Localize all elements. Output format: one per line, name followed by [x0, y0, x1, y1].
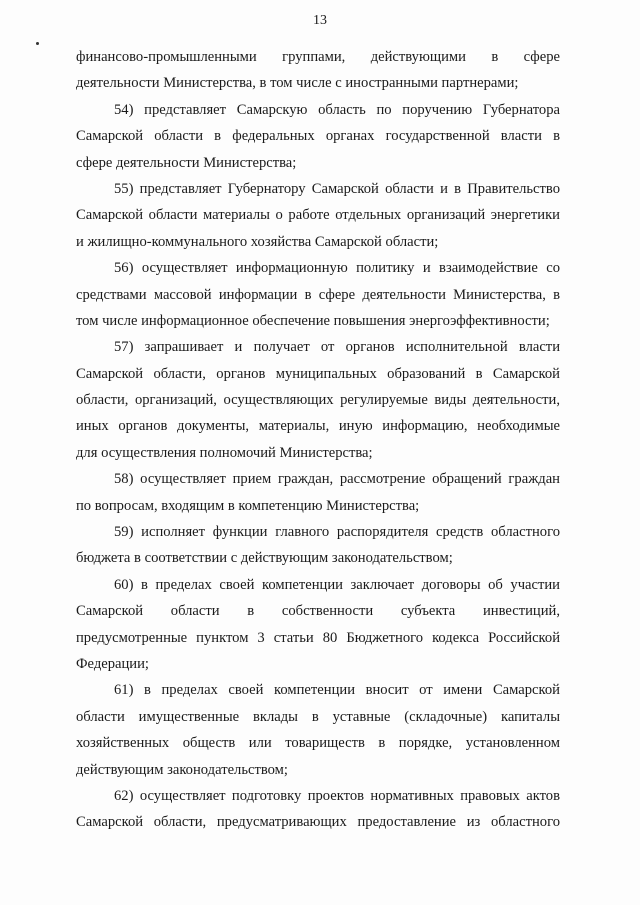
- text-line: 56) осуществляет информационную политику и взаимодействие со: [114, 260, 560, 277]
- text-line: бюджета в соответствии с действующим законодательством;: [76, 550, 453, 567]
- text-line: 54) представляет Самарскую область по поручению Губернатора: [114, 101, 560, 118]
- text-line: 59) исполняет функции главного распорядителя средств областного: [114, 524, 560, 541]
- text-line: Самарской области в федеральных органах государственной власти в: [76, 128, 560, 145]
- text-line: Федерации;: [76, 655, 149, 672]
- text-line: Самарской области, органов муниципальных образований в Самарской: [76, 365, 560, 382]
- text-line: 62) осуществляет подготовку проектов нормативных правовых актов: [114, 787, 560, 804]
- text-line: области, организаций, осуществляющих регулируемые виды деятельности,: [76, 392, 560, 409]
- text-line: 61) в пределах своей компетенции вносит от имени Самарской: [114, 682, 560, 699]
- text-line: Самарской области, предусматривающих предоставление из областного: [76, 814, 560, 831]
- text-line: Самарской области материалы о работе отдельных организаций энергетики: [76, 207, 560, 224]
- text-line: деятельности Министерства, в том числе с иностранными партнерами;: [76, 75, 519, 92]
- text-line: действующим законодательством;: [76, 761, 288, 778]
- text-line: и жилищно-коммунального хозяйства Самарской области;: [76, 233, 439, 250]
- text-line: области имущественные вклады в уставные (складочные) капиталы: [76, 708, 560, 725]
- text-line: том числе информационное обеспечение повышения энергоэффективности;: [76, 312, 550, 329]
- text-line: 55) представляет Губернатору Самарской области и в Правительство: [114, 180, 560, 197]
- text-line: финансово-промышленными группами, действующими в сфере: [76, 49, 560, 65]
- text-line: сфере деятельности Министерства;: [76, 154, 297, 171]
- text-line: по вопросам, входящим в компетенцию Министерства;: [76, 497, 420, 514]
- text-line: иных органов документы, материалы, иную информацию, необходимые: [76, 418, 560, 435]
- page-number: 13: [313, 13, 327, 28]
- text-line: 60) в пределах своей компетенции заключает договоры об участии: [114, 576, 560, 593]
- text-line: Самарской области в собственности субъекта инвестиций,: [76, 603, 560, 620]
- text-line: 57) запрашивает и получает от органов исполнительной власти: [114, 339, 560, 356]
- scan-dot-mark: [36, 42, 39, 45]
- text-line: 58) осуществляет прием граждан, рассмотрение обращений граждан: [114, 471, 560, 488]
- document-body: [76, 44, 560, 836]
- text-line: для осуществления полномочий Министерства;: [76, 444, 373, 461]
- text-line: хозяйственных обществ или товариществ в порядке, установленном: [76, 735, 560, 752]
- text-line: предусмотренные пунктом 3 статьи 80 Бюджетного кодекса Российской: [76, 629, 560, 646]
- text-line: средствами массовой информации в сфере деятельности Министерства, в: [76, 286, 560, 303]
